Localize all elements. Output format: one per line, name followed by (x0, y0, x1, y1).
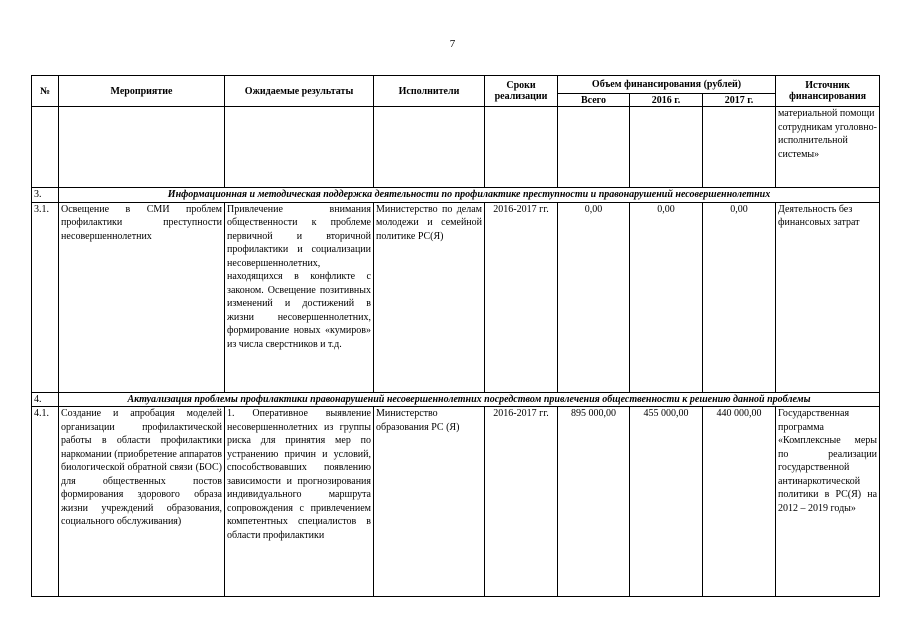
col-header-event: Мероприятие (59, 76, 225, 107)
row-source: Государственная программа «Комплексные меры по реализации государственной антинаркотической политики в РС(Я) на 2012 – 2019 годы» (776, 407, 880, 597)
row-results: Привлечение внимания общественности к проблеме первичной и вторичной профилактики и социализации несовершеннолетних, находящихся в конфликте с законом. Освещение позитивных изменений и достижений в жизни несовершеннолетних, формирование новых «кумиров» из числа сверстников и т.д. (225, 202, 374, 392)
row-number: 4.1. (32, 407, 59, 597)
col-header-total: Всего (558, 94, 630, 107)
col-header-funding: Объем финансирования (рублей) (558, 76, 776, 94)
row-total: 0,00 (558, 202, 630, 392)
row-2016: 455 000,00 (630, 407, 703, 597)
section-row-3 (32, 188, 880, 203)
row-terms: 2016-2017 гг. (485, 407, 558, 597)
col-header-2016: 2016 г. (630, 94, 703, 107)
section-title: Актуализация проблемы профилактики правонарушений несовершеннолетних посредством привлечения общественности к решению данной проблемы (59, 392, 880, 407)
financing-table (31, 75, 880, 597)
table-row (32, 202, 880, 392)
row-number: 3.1. (32, 202, 59, 392)
row-source: Деятельность без финансовых затрат (776, 202, 880, 392)
row-total: 895 000,00 (558, 407, 630, 597)
col-header-terms: Сроки реализации (485, 76, 558, 107)
row-terms: 2016-2017 гг. (485, 202, 558, 392)
row-event: Создание и апробация моделей организации профилактической работы в области профилактики наркомании (приобретение аппаратов биологической обратной связи (БОС) для общественных постов формирования здорового образа жизни учреждений образования, социального обслуживания) (59, 407, 225, 597)
row-2017: 440 000,00 (703, 407, 776, 597)
continuation-source: материальной помощи сотрудникам уголовно-исполнительной системы» (776, 107, 880, 188)
section-row-4 (32, 392, 880, 407)
col-header-num: № (32, 76, 59, 107)
continuation-row (32, 107, 880, 188)
row-event: Освещение в СМИ проблем профилактики преступности несовершеннолетних (59, 202, 225, 392)
table-row (32, 407, 880, 597)
col-header-source: Источник финансирования (776, 76, 880, 107)
col-header-2017: 2017 г. (703, 94, 776, 107)
row-2016: 0,00 (630, 202, 703, 392)
row-2017: 0,00 (703, 202, 776, 392)
row-results: 1. Оперативное выявление несовершеннолетних из группы риска для принятия мер по устранению причин и условий, способствовавших появлению зависимости и прогнозирования индивидуального маршрута сопровождения с привлечением компетентных специалистов в области профилактики (225, 407, 374, 597)
page-number: 7 (449, 38, 456, 50)
section-title: Информационная и методическая поддержка деятельности по профилактике преступности и правонарушений несовершеннолетних (59, 188, 880, 203)
section-number: 4. (32, 392, 59, 407)
row-executors: Министерство по делам молодежи и семейной политике РС(Я) (374, 202, 485, 392)
col-header-executors: Исполнители (374, 76, 485, 107)
header-row (32, 76, 880, 94)
row-executors: Министерство образования РС (Я) (374, 407, 485, 597)
section-number: 3. (32, 188, 59, 203)
col-header-results: Ожидаемые результаты (225, 76, 374, 107)
